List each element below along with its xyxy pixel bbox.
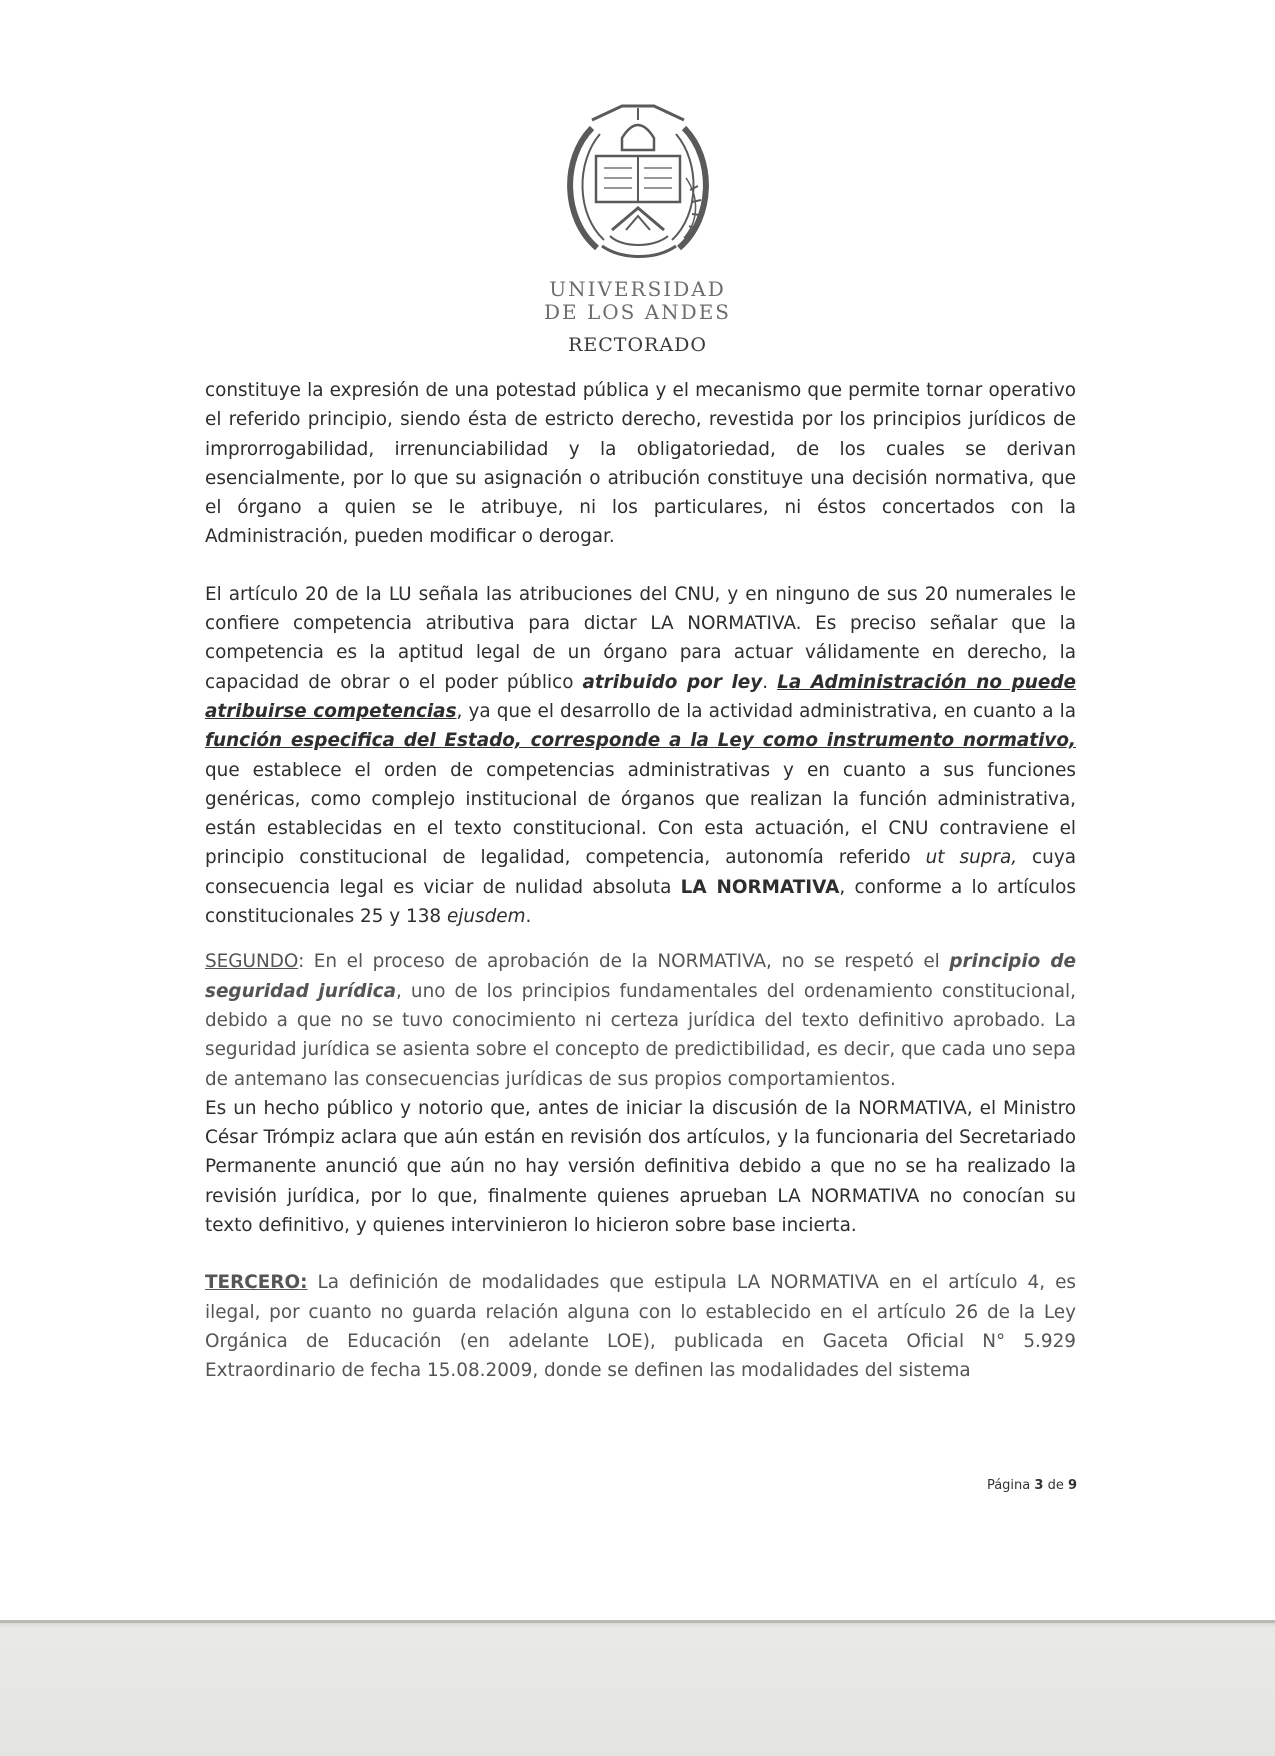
p3-text-a: : En el proceso de aprobación de la NORMATIVA, no se respetó el — [298, 951, 950, 973]
p2-text-i: cuya consecuencia legal es viciar de nulidad absoluta — [205, 847, 1076, 898]
p2-emphasis-atribuido: atribuido por ley — [582, 671, 763, 693]
current-page: 3 — [1034, 1478, 1044, 1493]
p3-emphasis-principio: principio de seguridad jurídica — [205, 951, 1076, 1002]
p2-text-g: que establece el orden de competencias administrativas y en cuanto a sus funciones genéricas, como complejo institucional de órganos que realizan la función administrativa, están establecidas en el texto constitucional. Con esta actuación, el CNU contraviene el principio constitucional de legalidad, competencia, autonomía referido — [205, 759, 1076, 869]
p2-text-a: El artículo 20 de la LU señala las atribuciones del CNU, y en ninguno de sus 20 numerales le confiere competencia atributiva para dictar LA NORMATIVA. Es preciso señalar que la competencia es la aptitud legal de un órgano para actuar válidamente en derecho, la capacidad de obrar o el poder público — [205, 583, 1076, 693]
p3-text-c: , uno de los principios fundamentales del ordenamiento constitucional, debido a que no se tuvo conocimiento ni certeza jurídica del texto definitivo aprobado. La seguridad jurídica se asienta sobre el concepto de predictibilidad, es decir, que cada uno sepa de antemano las consecuencias jurídicas de sus propios comportamientos. — [205, 980, 1076, 1090]
paragraph-5 — [205, 1268, 1076, 1385]
p2-text-c: . — [762, 671, 778, 693]
tercero-heading: TERCERO: — [205, 1272, 308, 1294]
p2-text-e: , ya que el desarrollo de la actividad administrativa, en cuanto a la — [456, 700, 1076, 722]
letterhead — [0, 98, 1275, 356]
p2-text-m: . — [525, 906, 532, 928]
p2-la-normativa: LA NORMATIVA — [680, 876, 840, 898]
paragraph-4: Es un hecho público y notorio que, antes de iniciar la discusión de la NORMATIVA, el Ministro César Trómpiz aclara que aún están en revisión dos artículos, y la funcionaria del Secretariado Permanente anunció que aún no hay versión definitiva debido a que no se ha realizado la revisión jurídica, por lo que, finalmente quienes aprueban LA NORMATIVA no conocían su texto definitivo, y quienes intervinieron lo hicieron sobre base incierta. — [205, 1097, 1076, 1237]
page-number — [987, 1478, 1077, 1493]
p2-ejusdem: ejusdem — [446, 906, 526, 928]
university-name-line-2: DE LOS ANDES — [543, 300, 731, 324]
p2-text-k: , conforme a lo artículos constitucionales 25 y 138 — [205, 876, 1076, 928]
university-seal-logo — [552, 98, 724, 278]
p2-emphasis-administracion: La Administración no puede atribuirse competencias — [205, 671, 1076, 722]
paragraph-3 — [205, 947, 1076, 1093]
university-name-line-1: UNIVERSIDAD — [549, 277, 726, 301]
total-pages: 9 — [1067, 1478, 1077, 1493]
p5-text-a: La definición de modalidades que estipula LA NORMATIVA en el artículo 4, es ilegal, por cuanto no guarda relación alguna con lo establecido en el artículo 26 de la Ley Orgánica de Educación (en adelante LOE), publicada en Gaceta Oficial N° 5.929 Extraordinario de fecha 15.08.2009, donde se definen las modalidades del sistema — [205, 1272, 1076, 1382]
segundo-heading: SEGUNDO — [205, 951, 299, 973]
p2-ut-supra: ut supra, — [925, 847, 1018, 869]
page-of: de — [1047, 1478, 1064, 1493]
document-body — [205, 376, 1076, 1386]
page-label: Página — [986, 1478, 1031, 1493]
paragraph-2 — [205, 580, 1076, 932]
paragraph-1: constituye la expresión de una potestad pública y el mecanismo que permite tornar operativo el referido principio, siendo ésta de estricto derecho, revestida por los principios jurídicos de improrrogabilidad, irrenunciabilidad y la obligatoriedad, de los cuales se derivan esencialmente, por lo que su asignación o atribución constituye una decisión normativa, que el órgano a quien se le atribuye, ni los particulares, ni éstos concertados con la Administración, pueden modificar o derogar. — [205, 380, 1076, 548]
scanner-background-band — [0, 1620, 1275, 1756]
p2-emphasis-funcion: función especifica del Estado, corresponde a la Ley como instrumento normativo, — [205, 730, 1076, 752]
office-name: RECTORADO — [568, 334, 707, 356]
